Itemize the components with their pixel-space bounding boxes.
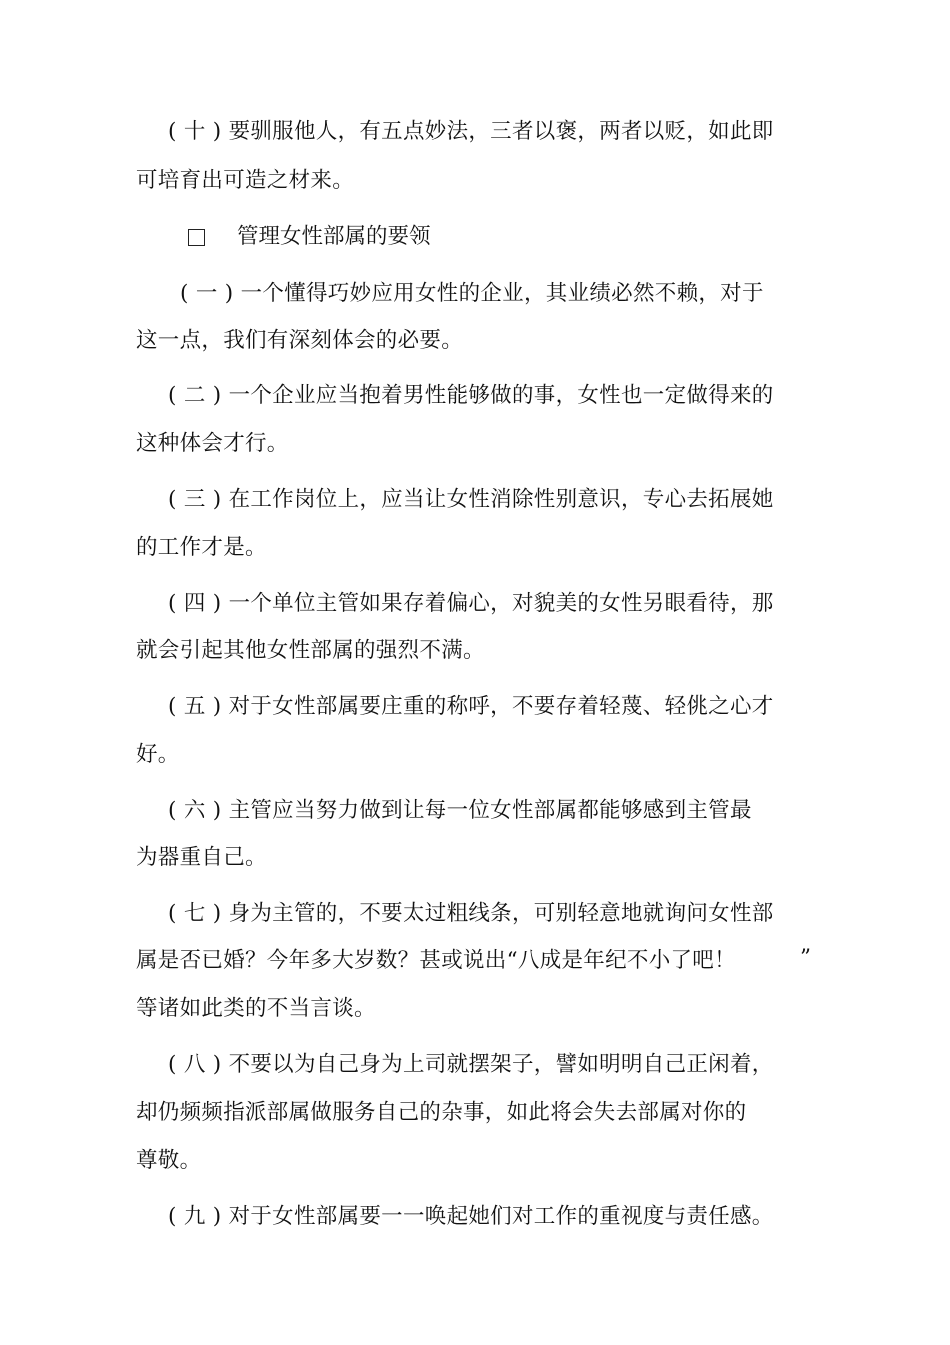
item-1-line-1: ( 一 ) 一个懂得巧妙应用女性的企业，其业绩必然不赖，对于: [180, 281, 764, 306]
checkbox-icon: [188, 229, 205, 246]
item-3-line-1: ( 三 ) 在工作岗位上，应当让女性消除性别意识，专心去拓展她: [168, 487, 774, 512]
item-5-line-1: ( 五 ) 对于女性部属要庄重的称呼，不要存着轻蔑、轻佻之心才: [168, 694, 774, 719]
item-2-line-1: ( 二 ) 一个企业应当抱着男性能够做的事，女性也一定做得来的: [168, 383, 774, 408]
item-8-line-1: ( 八 ) 不要以为自己身为上司就摆架子，譬如明明自己正闲着，: [168, 1052, 774, 1077]
item-6-line-1: ( 六 ) 主管应当努力做到让每一位女性部属都能够感到主管最: [168, 798, 752, 823]
section-heading-text: 管理女性部属的要领: [237, 224, 431, 249]
item-6-line-2: 为器重自己。: [136, 845, 267, 870]
item-2-line-2: 这种体会才行。: [136, 431, 289, 456]
item-8-line-3: 尊敬。: [136, 1148, 202, 1173]
paragraph-10-line-1: ( 十 ) 要驯服他人，有五点妙法，三者以褒，两者以贬，如此即: [168, 119, 774, 144]
item-5-line-2: 好。: [136, 742, 180, 767]
section-heading: [188, 222, 431, 252]
item-7-close-quote: ”: [800, 945, 811, 970]
item-4-line-1: ( 四 ) 一个单位主管如果存着偏心，对貌美的女性另眼看待，那: [168, 591, 774, 616]
item-9-line-1: ( 九 ) 对于女性部属要一一唤起她们对工作的重视度与责任感。: [168, 1204, 774, 1229]
item-7-line-2: 属是否已婚？今年多大岁数？甚或说出“八成是年纪不小了吧！: [136, 948, 736, 973]
item-4-line-2: 就会引起其他女性部属的强烈不满。: [136, 638, 485, 663]
paragraph-10-line-2: 可培育出可造之材来。: [136, 168, 355, 193]
item-1-line-2: 这一点，我们有深刻体会的必要。: [136, 328, 464, 353]
item-7-line-1: ( 七 ) 身为主管的，不要太过粗线条，可别轻意地就询问女性部: [168, 901, 774, 926]
item-7-line-3: 等诸如此类的不当言谈。: [136, 996, 376, 1021]
item-3-line-2: 的工作才是。: [136, 535, 267, 560]
item-8-line-2: 却仍频频指派部属做服务自己的杂事，如此将会失去部属对你的: [136, 1100, 747, 1125]
